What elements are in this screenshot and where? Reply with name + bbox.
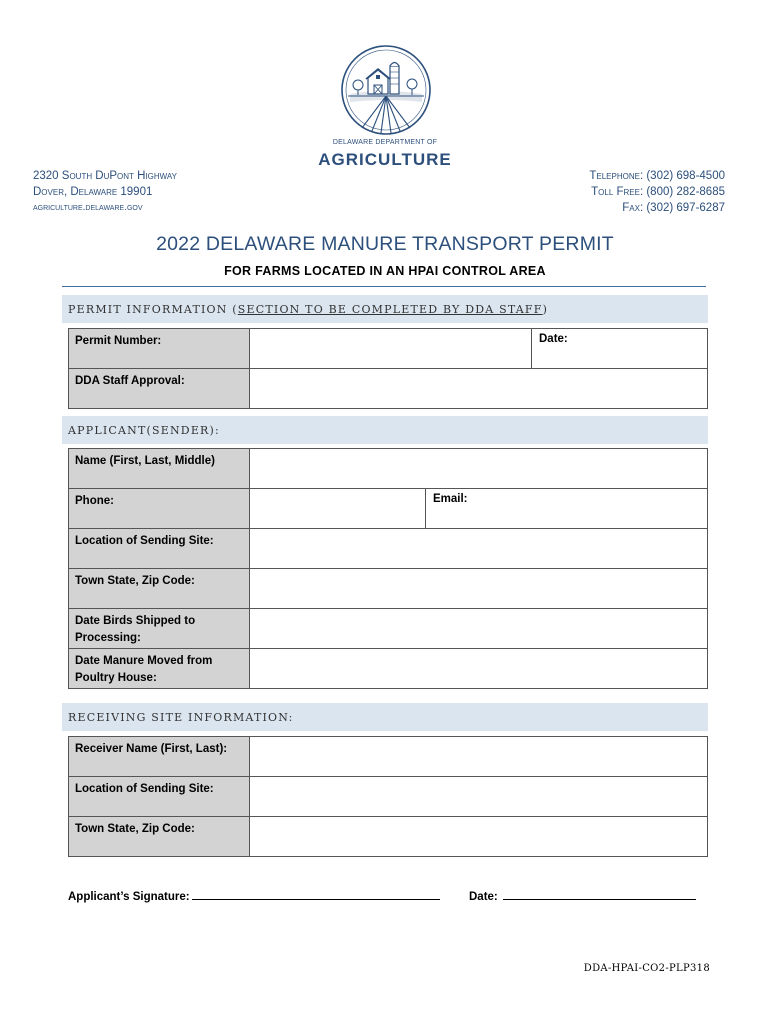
toll-free: Toll Free: (800) 282-8685 xyxy=(591,186,725,198)
receiving-location-row xyxy=(68,776,708,817)
dda-logo xyxy=(340,44,432,136)
town-field[interactable] xyxy=(250,569,707,608)
applicant-signature xyxy=(68,889,440,903)
address-line-1: 2320 South DuPont Highway xyxy=(33,170,178,182)
staff-approval-field[interactable] xyxy=(250,369,707,408)
phone-row xyxy=(68,488,708,529)
title-divider xyxy=(62,286,706,287)
signature-date-line[interactable] xyxy=(503,889,696,900)
manure-moved-row xyxy=(68,648,708,689)
address-block xyxy=(33,168,177,216)
page-title: 2022 DELAWARE MANURE TRANSPORT PERMIT xyxy=(156,233,614,255)
page-subtitle: FOR FARMS LOCATED IN AN HPAI CONTROL AREA xyxy=(224,264,546,278)
birds-shipped-field[interactable] xyxy=(250,609,707,648)
birds-shipped-label: Date Birds Shipped to Processing: xyxy=(69,609,250,648)
contact-block xyxy=(589,168,725,216)
field-divider xyxy=(425,489,426,528)
sending-location-field[interactable] xyxy=(250,529,707,568)
birds-shipped-row xyxy=(68,608,708,649)
signature-date xyxy=(469,889,696,903)
permit-number-field[interactable] xyxy=(250,329,707,368)
section-heading: RECEIVING SITE INFORMATION: xyxy=(68,711,294,724)
permit-number-label: Permit Number: xyxy=(69,329,250,368)
department-label: DELAWARE DEPARTMENT OF xyxy=(332,139,438,146)
receiver-name-field[interactable] xyxy=(250,737,707,776)
applicant-name-field[interactable] xyxy=(250,449,707,488)
receiving-town-row xyxy=(68,816,708,857)
town-row xyxy=(68,568,708,609)
staff-approval-label: DDA Staff Approval: xyxy=(69,369,250,408)
receiving-location-field[interactable] xyxy=(250,777,707,816)
email-label: Email: xyxy=(433,493,468,505)
permit-date-label: Date: xyxy=(539,333,568,345)
section-receiving-site xyxy=(62,703,708,731)
address-line-2: Dover, Delaware 19901 xyxy=(33,186,153,198)
receiving-town-label: Town State, Zip Code: xyxy=(69,817,250,856)
phone-label: Phone: xyxy=(69,489,250,528)
phone-field[interactable] xyxy=(250,489,707,528)
section-applicant xyxy=(62,416,708,444)
department-name: AGRICULTURE xyxy=(318,150,452,169)
receiver-name-label: Receiver Name (First, Last): xyxy=(69,737,250,776)
telephone: Telephone: (302) 698-4500 xyxy=(589,170,725,182)
manure-moved-label: Date Manure Moved from Poultry House: xyxy=(69,649,250,688)
section-heading-note: SECTION TO BE COMPLETED BY DDA STAFF xyxy=(237,303,543,316)
applicant-name-label: Name (First, Last, Middle) xyxy=(69,449,250,488)
manure-moved-field[interactable] xyxy=(250,649,707,688)
receiving-location-label: Location of Sending Site: xyxy=(69,777,250,816)
section-heading-suffix: ) xyxy=(542,303,549,316)
applicant-name-row xyxy=(68,448,708,489)
sending-location-label: Location of Sending Site: xyxy=(69,529,250,568)
section-heading-prefix: PERMIT INFORMATION ( xyxy=(68,303,238,316)
section-permit-information xyxy=(62,295,708,323)
form-code: DDA-HPAI-CO2-PLP318 xyxy=(583,963,710,974)
section-heading: APPLICANT(SENDER): xyxy=(68,424,220,437)
signature-label: Applicant’s Signature: xyxy=(68,891,190,903)
field-divider xyxy=(531,329,532,368)
permit-number-row xyxy=(68,328,708,369)
signature-line[interactable] xyxy=(192,889,440,900)
receiver-name-row xyxy=(68,736,708,777)
staff-approval-row xyxy=(68,368,708,409)
sending-location-row xyxy=(68,528,708,569)
town-label: Town State, Zip Code: xyxy=(69,569,250,608)
receiving-town-field[interactable] xyxy=(250,817,707,856)
fax: Fax: (302) 697-6287 xyxy=(622,202,725,214)
website-link[interactable]: agriculture.delaware.gov xyxy=(33,202,143,213)
signature-date-label: Date: xyxy=(469,891,498,903)
